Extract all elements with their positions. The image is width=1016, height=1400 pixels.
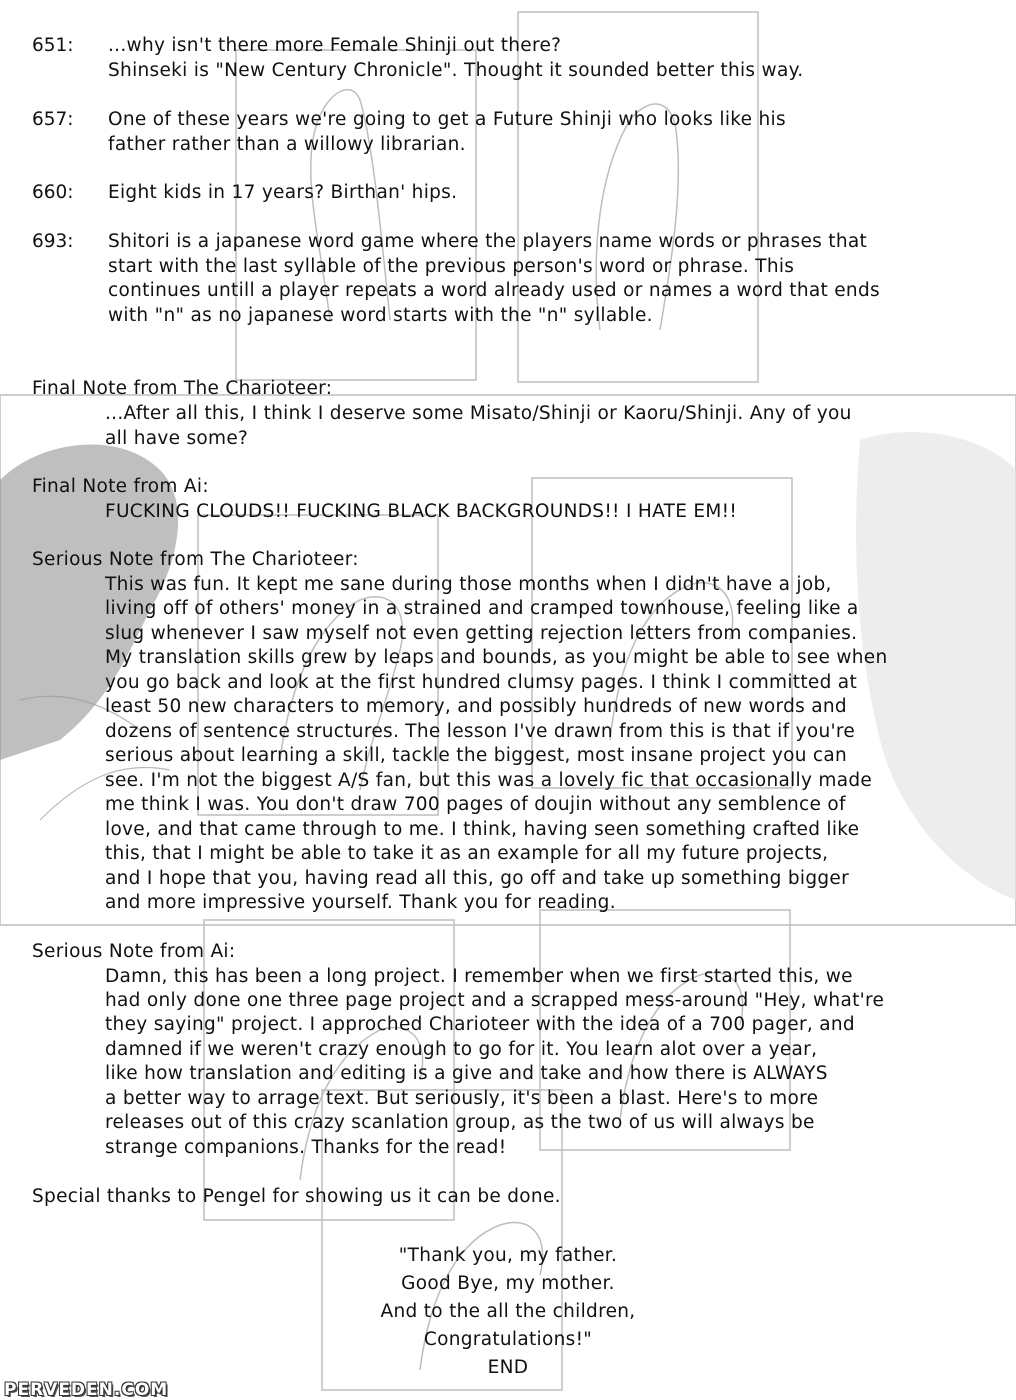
- note-line: father rather than a willowy librarian.: [108, 134, 466, 155]
- note-line: One of these years we're going to get a Future Shinji who looks like his: [108, 109, 786, 130]
- note-line: continues untill a player repeats a word already used or names a word that ends: [108, 280, 880, 301]
- note-line: Eight kids in 17 years? Birthan' hips.: [108, 182, 458, 203]
- special-thanks: Special thanks to Pengel for showing us it can be done.: [32, 1186, 561, 1207]
- note-number: 657:: [32, 109, 74, 130]
- end-label: END: [487, 1357, 529, 1378]
- note-number: 651:: [32, 35, 74, 56]
- section-heading: Final Note from The Charioteer:: [32, 378, 333, 399]
- section-line: love, and that came through to me. I think, having seen something crafted like: [105, 819, 860, 840]
- note-line: Shinseki is "New Century Chronicle". Thought it sounded better this way.: [108, 60, 804, 81]
- watermark-logo: PERVEDEN.COM: [4, 1380, 169, 1400]
- section-line: damned if we weren't crazy enough to go for it. You learn alot over a year,: [105, 1039, 818, 1060]
- section-line: My translation skills grew by leaps and bounds, as you might be able to see when: [105, 647, 888, 668]
- section-line: me think I was. You don't draw 700 pages of doujin without any semblence of: [105, 794, 846, 815]
- section-line: serious about learning a skill, tackle the biggest, most insane project you can: [105, 745, 848, 766]
- closing-line: And to the all the children,: [380, 1301, 636, 1322]
- section-heading: Serious Note from Ai:: [32, 941, 236, 962]
- closing-line: Good Bye, my mother.: [401, 1273, 615, 1294]
- section-heading: Final Note from Ai:: [32, 476, 209, 497]
- section-line: FUCKING CLOUDS!! FUCKING BLACK BACKGROUNDS!! I HATE EM!!: [105, 501, 738, 522]
- section-line: dozens of sentence structures. The lesson I've drawn from this is that if you're: [105, 721, 856, 742]
- section-line: strange companions. Thanks for the read!: [105, 1137, 507, 1158]
- section-line: and I hope that you, having read all this, go off and take up something bigger: [105, 868, 850, 889]
- section-line: all have some?: [105, 428, 249, 449]
- note-line: Shitori is a japanese word game where the players name words or phrases that: [108, 231, 868, 252]
- closing-line: Congratulations!": [423, 1329, 593, 1350]
- section-line: This was fun. It kept me sane during those months when I didn't have a job,: [105, 574, 832, 595]
- section-line: they saying" project. I approched Charioteer with the idea of a 700 pager, and: [105, 1014, 855, 1035]
- section-line: see. I'm not the biggest A/S fan, but this was a lovely fic that occasionally made: [105, 770, 873, 791]
- section-line: slug whenever I saw myself not even getting rejection letters from companies.: [105, 623, 858, 644]
- note-number: 660:: [32, 182, 74, 203]
- section-line: you go back and look at the first hundred clumsy pages. I think I committed at: [105, 672, 857, 693]
- closing-quote: [0, 1242, 1016, 1382]
- section-line: ...After all this, I think I deserve some Misato/Shinji or Kaoru/Shinji. Any of you: [105, 403, 852, 424]
- section-line: had only done one three page project and a scrapped mess-around "Hey, what're: [105, 990, 885, 1011]
- closing-line: "Thank you, my father.: [398, 1245, 618, 1266]
- section-line: living off of others' money in a strained and cramped townhouse, feeling like a: [105, 598, 859, 619]
- section-line: releases out of this crazy scanlation group, as the two of us will always be: [105, 1112, 815, 1133]
- note-number: 693:: [32, 231, 74, 252]
- note-line: ...why isn't there more Female Shinji out there?: [108, 35, 562, 56]
- section-line: and more impressive yourself. Thank you for reading.: [105, 892, 616, 913]
- note-line: with "n" as no japanese word starts with the "n" syllable.: [108, 305, 653, 326]
- section-line: like how translation and editing is a give and take and how there is ALWAYS: [105, 1063, 828, 1084]
- section-heading: Serious Note from The Charioteer:: [32, 549, 359, 570]
- note-line: start with the last syllable of the previous person's word or phrase. This: [108, 256, 795, 277]
- section-line: this, that I might be able to take it as an example for all my future projects,: [105, 843, 829, 864]
- section-line: Damn, this has been a long project. I remember when we first started this, we: [105, 966, 853, 987]
- section-line: least 50 new characters to memory, and possibly hundreds of new words and: [105, 696, 847, 717]
- section-line: a better way to arrage text. But seriously, it's been a blast. Here's to more: [105, 1088, 819, 1109]
